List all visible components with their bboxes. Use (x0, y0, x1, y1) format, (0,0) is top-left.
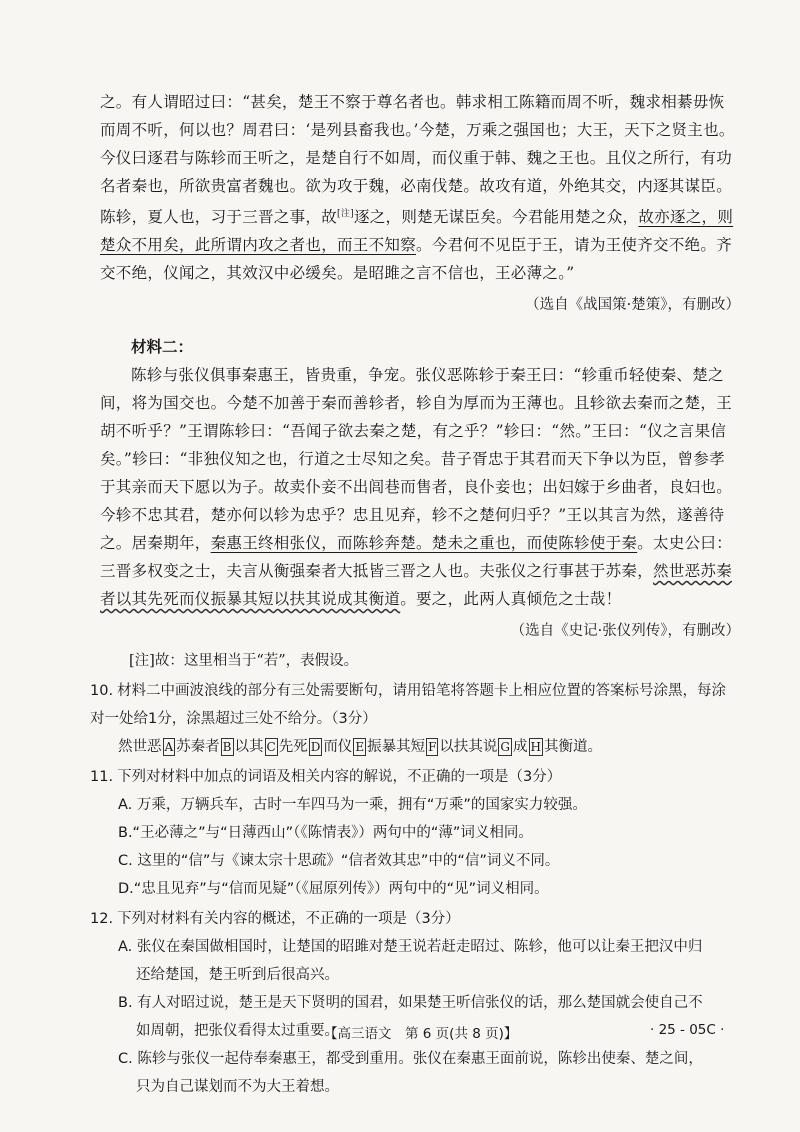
question-10 (90, 677, 740, 733)
footnote: [注]故：这里相当于“若”，表假设。 (129, 653, 359, 670)
break-option-e[interactable]: E (355, 740, 365, 755)
q12-option-c-cont: 只为自己谋划而不为大王着想。 (136, 1079, 339, 1096)
q11-option-c[interactable]: C. 这里的“信”与《谏太宗十思疏》“信者效其忠”中的“信”词义不同。 (118, 853, 560, 870)
page-content (90, 88, 740, 1101)
note-mark: [注] (337, 209, 354, 219)
q10-sentence-options (100, 733, 740, 761)
segment: 苏秦者 (176, 739, 220, 756)
segment: 成 (513, 739, 528, 756)
material2-text: 陈轸与张仪俱事秦惠王，皆贵重，争宠。张仪恶陈轸于秦王曰：“轸重币轻使秦、楚之间，将为国交也。今楚不加善于秦而善轸者，轸自为厚而为王薄也。且轸欲去秦而之楚，王胡不听乎？”王谓陈轸曰：“吾闻子欲去秦之楚，有之乎？”轸曰：“然。”王曰：“仪之言果信矣。”轸曰：“非独仪知之也，行道之士尽知之矣。昔子胥忠于其君而天下争以为臣，曾参孝于其亲而天下愿以为子。故卖仆妾不出闾巷而售者，良仆妾也；出妇嫁于乡曲者，良妇也。今轸不忠其君，楚亦何以轸为忠乎？忠且见弃，轸不之楚何归乎？”王以其言为然，遂善待之。居秦期年， (100, 366, 733, 553)
material2-paragraph (100, 361, 740, 613)
question-number: 12. (90, 911, 114, 928)
segment: 而仪 (323, 739, 353, 756)
break-option-h[interactable]: H (530, 740, 541, 755)
material1-paragraph (100, 88, 740, 287)
material2-wavy-sentence: 然世恶苏秦者以其先死而仪振暴其短以扶其说成其衡道 (100, 562, 733, 609)
q12-option-a-cont: 还给楚国，楚王听到后很高兴。 (136, 967, 339, 984)
q12-option-c[interactable]: C. 陈轸与张仪一起侍奉秦惠王，都受到重用。张仪在秦惠王面前说，陈轸出使秦、楚之间， (118, 1051, 703, 1068)
break-option-f[interactable]: F (428, 740, 437, 755)
material2-heading: 材料二： (131, 337, 194, 357)
segment: 其衡道。 (543, 739, 602, 756)
q11-option-a[interactable]: A. 万乘，万辆兵车，古时一车四马为一乘，拥有“万乘”的国家实力较强。 (118, 797, 587, 814)
break-option-d[interactable]: D (310, 740, 321, 755)
break-option-c[interactable]: C (266, 740, 276, 755)
question-stem: 下列对材料有关内容的概述，不正确的一项是（3分） (117, 911, 460, 928)
material1-text: 之。有人谓昭过曰：“甚矣，楚王不察于尊名者也。韩求相工陈籍而周不听，魏求相綦毋恢而周不听，何以也？周君曰：‘是列县畜我也。’今楚，万乘之强国也；大王，天下之贤主也。今仪曰逐君与陈轸而王听之，是楚自行不如周，而仪重于韩、魏之王也。且仪之所行，有功名者秦也，所欲贵富者魏也。欲为攻于魏，必南伐楚。故攻有道，外绝其交，内逐其谋臣。陈轸，夏人也，习于三晋之事，故 (100, 93, 735, 227)
material1-source: （选自《战国策·楚策》，有删改） (525, 297, 740, 314)
segment: 以扶其说 (439, 739, 498, 756)
segment: 振暴其短 (367, 739, 426, 756)
material2-source: （选自《史记·张仪列传》，有删改） (510, 623, 740, 640)
material1-underlined-sentence: 故亦逐之，则楚众不用矣，此所谓内攻之者也，而王不知察 (100, 208, 734, 255)
question-12 (90, 905, 740, 933)
material2-text: 。要之，此两人真倾危之士哉！ (400, 590, 622, 609)
q12-option-b[interactable]: B. 有人对昭过说，楚王是天下贤明的国君，如果楚王听信张仪的话，那么楚国就会使自己不 (118, 995, 703, 1012)
material1-text: 。今君何不见臣于王，请为王使齐交不绝。齐交不绝，仪闻之，其效汉中必缓矣。是昭雎之言不信也，王必薄之。” (100, 236, 733, 283)
segment: 然世恶 (118, 739, 162, 756)
question-number: 11. (90, 769, 114, 786)
question-11 (90, 763, 740, 791)
break-option-g[interactable]: G (500, 740, 510, 755)
q12-option-a[interactable]: A. 张仪在秦国做相国时，让楚国的昭雎对楚王说若赶走昭过、陈轸，他可以让秦王把汉中归 (118, 939, 703, 956)
q12-option-b-cont: 如周朝，把张仪看得太过重要。 (136, 1023, 339, 1040)
question-stem: 下列对材料中加点的词语及相关内容的解说，不正确的一项是（3分） (117, 769, 562, 786)
question-stem: 材料二中画波浪线的部分有三处需要断句，请用铅笔将答题卡上相应位置的答案标号涂黑，每涂对一处给1分，涂黑超过三处不给分。（3分） (90, 683, 727, 728)
page-number: 【高三语文 第 6 页(共 8 页)】 (324, 1026, 518, 1042)
q11-option-d[interactable]: D.“忠且见弃”与“信而见疑”（《屈原列传》）两句中的“见”词义相同。 (118, 881, 549, 898)
segment: 先死 (278, 739, 308, 756)
material2-text: 。太史公曰：三晋多权变之士，夫言从衡强秦者大抵皆三晋之人也。夫张仪之行事甚于苏秦， (100, 534, 733, 581)
material1-text: 逐之，则楚无谋臣矣。今君能用楚之众， (353, 208, 639, 227)
segment: 以其 (234, 739, 264, 756)
exam-code: · 25 - 05C · (650, 1022, 725, 1038)
material2-underlined-sentence: 秦惠王终相张仪，而陈轸奔楚。楚未之重也，而使陈轸使于秦 (210, 534, 638, 553)
question-number: 10. (90, 683, 114, 700)
q11-option-b[interactable]: B.“王必薄之”与“日薄西山”（《陈情表》）两句中的“薄”词义相同。 (118, 825, 533, 842)
break-option-b[interactable]: B (222, 740, 232, 755)
break-option-a[interactable]: A (164, 740, 174, 755)
